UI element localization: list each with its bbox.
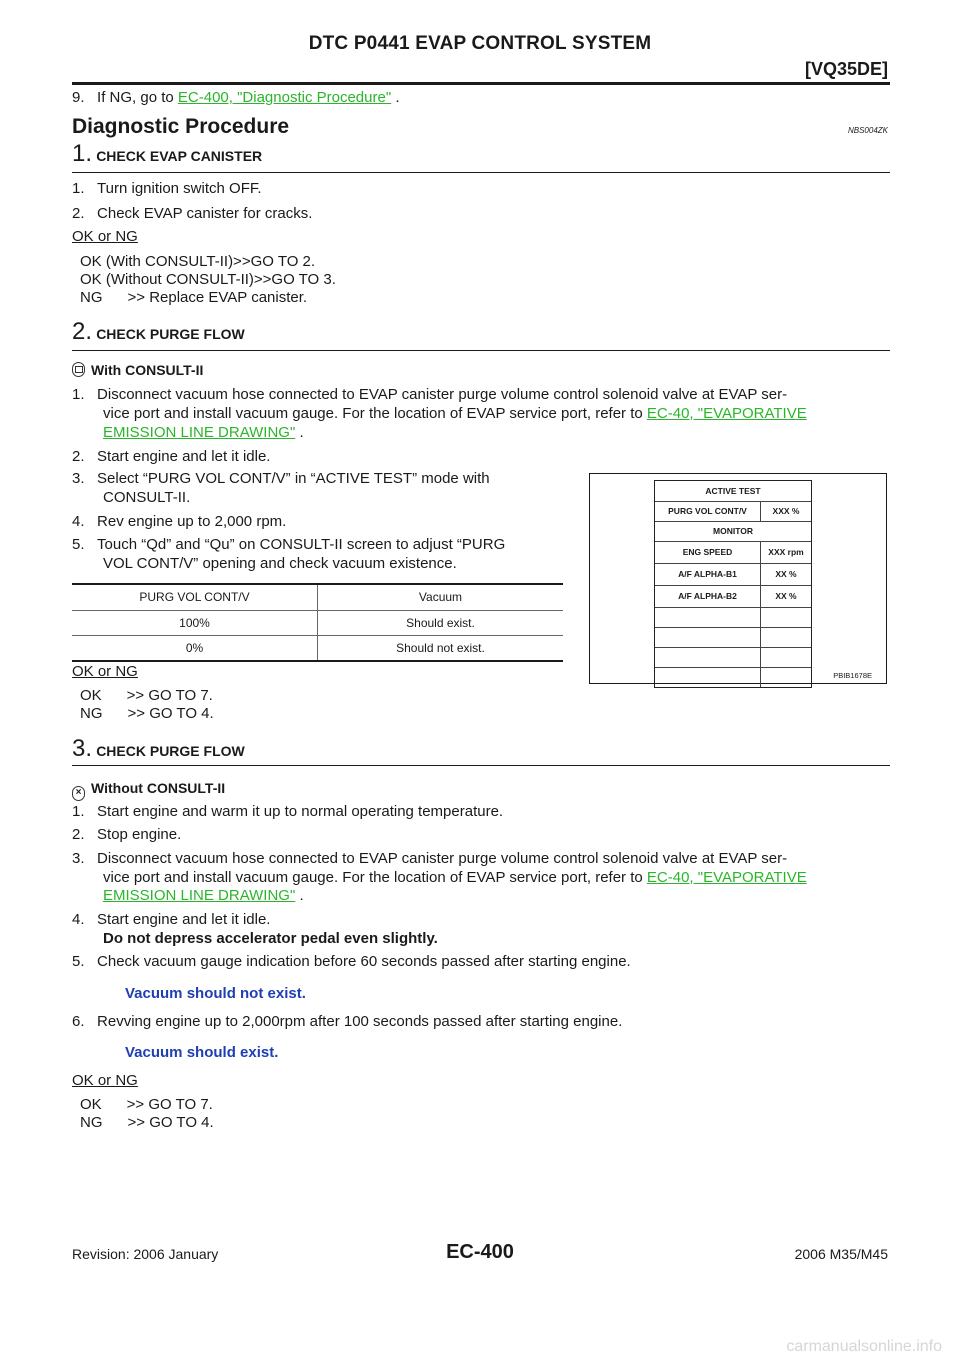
step-1-item-2: 2. Check EVAP canister for cracks. xyxy=(72,205,313,222)
table-header: Vacuum xyxy=(317,585,563,610)
step-2-ok-or-ng: OK or NG xyxy=(72,663,138,680)
section-title: Diagnostic Procedure xyxy=(72,115,290,138)
step-3-item-2: 2. Stop engine. xyxy=(72,826,182,843)
step-3-mode: × Without CONSULT-II xyxy=(72,780,225,801)
spec-vacuum-not-exist: Vacuum should not exist. xyxy=(125,985,306,1002)
watermark: carmanualsonline.info xyxy=(786,1338,942,1355)
step-1-result-3: NG >> Replace EVAP canister. xyxy=(80,289,308,306)
monitor-empty-row xyxy=(655,627,811,647)
step-2-item-1: 1. Disconnect vacuum hose connected to EVAP canister purge volume control solenoid valve at EVAP ser- xyxy=(72,386,788,403)
step-3-item-3-cont: vice port and install vacuum gauge. For the location of EVAP service port, refer to EC-40, "EVAPORATIVE xyxy=(103,869,807,886)
consult-icon xyxy=(72,362,85,377)
step-3-item-5: 5. Check vacuum gauge indication before 60 seconds passed after starting engine. xyxy=(72,953,631,970)
step-2-number: 2. xyxy=(72,318,93,345)
monitor-row: A/F ALPHA-B2 XX % xyxy=(655,585,811,607)
step-3-item-4-note: Do not depress accelerator pedal even slightly. xyxy=(103,930,438,947)
table-header: PURG VOL CONT/V xyxy=(139,590,250,604)
monitor-row: A/F ALPHA-B1 XX % xyxy=(655,563,811,585)
section-code: NBS004ZK xyxy=(847,126,888,135)
table-cell: 100% xyxy=(179,615,210,630)
diagnostic-procedure-link[interactable]: EC-400, "Diagnostic Procedure" xyxy=(177,89,392,106)
step-1-item-1: 1. Turn ignition switch OFF. xyxy=(72,180,262,197)
step-2-item-1-cont2: EMISSION LINE DRAWING" . xyxy=(103,424,304,441)
step-2-item-2: 2. Start engine and let it idle. xyxy=(72,448,271,465)
consult-monitor-figure xyxy=(589,473,887,684)
table-header-row xyxy=(72,585,563,610)
step-1-divider xyxy=(72,172,890,173)
step-1-result-1: OK (With CONSULT-II)>>GO TO 2. xyxy=(80,253,316,270)
step-1-title: CHECK EVAP CANISTER xyxy=(96,148,263,164)
monitor-row: ENG SPEED XXX rpm xyxy=(655,541,811,563)
monitor-empty-row xyxy=(655,667,811,687)
monitor-empty-row xyxy=(655,647,811,667)
step-3-ok-or-ng: OK or NG xyxy=(72,1072,138,1089)
step-2-item-3: 3. Select “PURG VOL CONT/V” in “ACTIVE TEST” mode with xyxy=(72,470,490,487)
header-divider xyxy=(72,82,890,85)
step-2-divider xyxy=(72,350,890,351)
footer-page-number: EC-400 xyxy=(446,1241,514,1263)
purge-vacuum-table xyxy=(72,583,563,662)
table-cell: Should not exist. xyxy=(317,636,563,660)
monitor-row: PURG VOL CONT/V XXX % xyxy=(655,501,811,521)
step-2-item-1-cont: vice port and install vacuum gauge. For the location of EVAP service port, refer to EC-40, "EVAPORATIVE xyxy=(103,405,807,422)
footer-revision: Revision: 2006 January xyxy=(72,1246,219,1262)
intro-number: 9. xyxy=(72,89,85,106)
step-3-item-1: 1. Start engine and warm it up to normal operating temperature. xyxy=(72,803,504,820)
intro-text: If NG, go to xyxy=(97,89,174,106)
step-3-item-3: 3. Disconnect vacuum hose connected to EVAP canister purge volume control solenoid valve at EVAP ser- xyxy=(72,850,788,867)
step-1-result-2: OK (Without CONSULT-II)>>GO TO 3. xyxy=(80,271,336,288)
figure-code: PBIB1678E xyxy=(833,670,872,680)
step-3-title: CHECK PURGE FLOW xyxy=(96,743,245,759)
engine-model-label: [VQ35DE] xyxy=(804,59,888,79)
step-1-header xyxy=(72,139,262,169)
step-2-item-5: 5. Touch “Qd” and “Qu” on CONSULT-II screen to adjust “PURG xyxy=(72,536,506,553)
step-3-item-3-cont2: EMISSION LINE DRAWING" . xyxy=(103,887,304,904)
step-2-result-2: NG >> GO TO 4. xyxy=(80,705,214,722)
table-row xyxy=(72,610,563,635)
step-3-result-1: OK >> GO TO 7. xyxy=(80,1096,213,1113)
table-row xyxy=(72,635,563,660)
monitor-grid xyxy=(654,480,812,688)
step-2-mode: With CONSULT-II xyxy=(72,362,203,380)
monitor-title-row: ACTIVE TEST xyxy=(705,485,761,496)
no-consult-icon: × xyxy=(72,786,85,801)
step-2-item-5-cont: VOL CONT/V” opening and check vacuum existence. xyxy=(103,555,457,572)
step-2-result-1: OK >> GO TO 7. xyxy=(80,687,213,704)
step-2-item-4: 4. Rev engine up to 2,000 rpm. xyxy=(72,513,287,530)
monitor-label-row: MONITOR xyxy=(655,521,811,541)
step-2-item-3-cont: CONSULT-II. xyxy=(103,489,191,506)
step-3-divider xyxy=(72,765,890,766)
spec-vacuum-exist: Vacuum should exist. xyxy=(125,1044,279,1061)
evaporative-link[interactable]: EC-40, "EVAPORATIVE xyxy=(646,405,807,422)
step-3-header xyxy=(72,734,245,764)
step-3-result-2: NG >> GO TO 4. xyxy=(80,1114,214,1131)
evaporative-link[interactable]: EC-40, "EVAPORATIVE xyxy=(646,869,807,886)
step-3-item-4: 4. Start engine and let it idle. xyxy=(72,911,271,928)
step-2-header xyxy=(72,317,245,347)
step-1-ok-or-ng: OK or NG xyxy=(72,228,138,245)
step-2-title: CHECK PURGE FLOW xyxy=(96,326,245,342)
step-3-number: 3. xyxy=(72,735,93,762)
table-cell: 0% xyxy=(185,640,204,655)
emission-line-drawing-link[interactable]: EMISSION LINE DRAWING" xyxy=(103,887,296,904)
step-1-number: 1. xyxy=(72,140,93,167)
step-3-item-6: 6. Revving engine up to 2,000rpm after 100 seconds passed after starting engine. xyxy=(72,1013,623,1030)
monitor-empty-row xyxy=(655,607,811,627)
footer-model: 2006 M35/M45 xyxy=(794,1246,888,1262)
emission-line-drawing-link[interactable]: EMISSION LINE DRAWING" xyxy=(103,424,296,441)
intro-line: 9. If NG, go to EC-400, "Diagnostic Procedure" . xyxy=(72,89,400,106)
page-header-title: DTC P0441 EVAP CONTROL SYSTEM xyxy=(308,33,652,54)
table-cell: Should exist. xyxy=(317,611,563,635)
